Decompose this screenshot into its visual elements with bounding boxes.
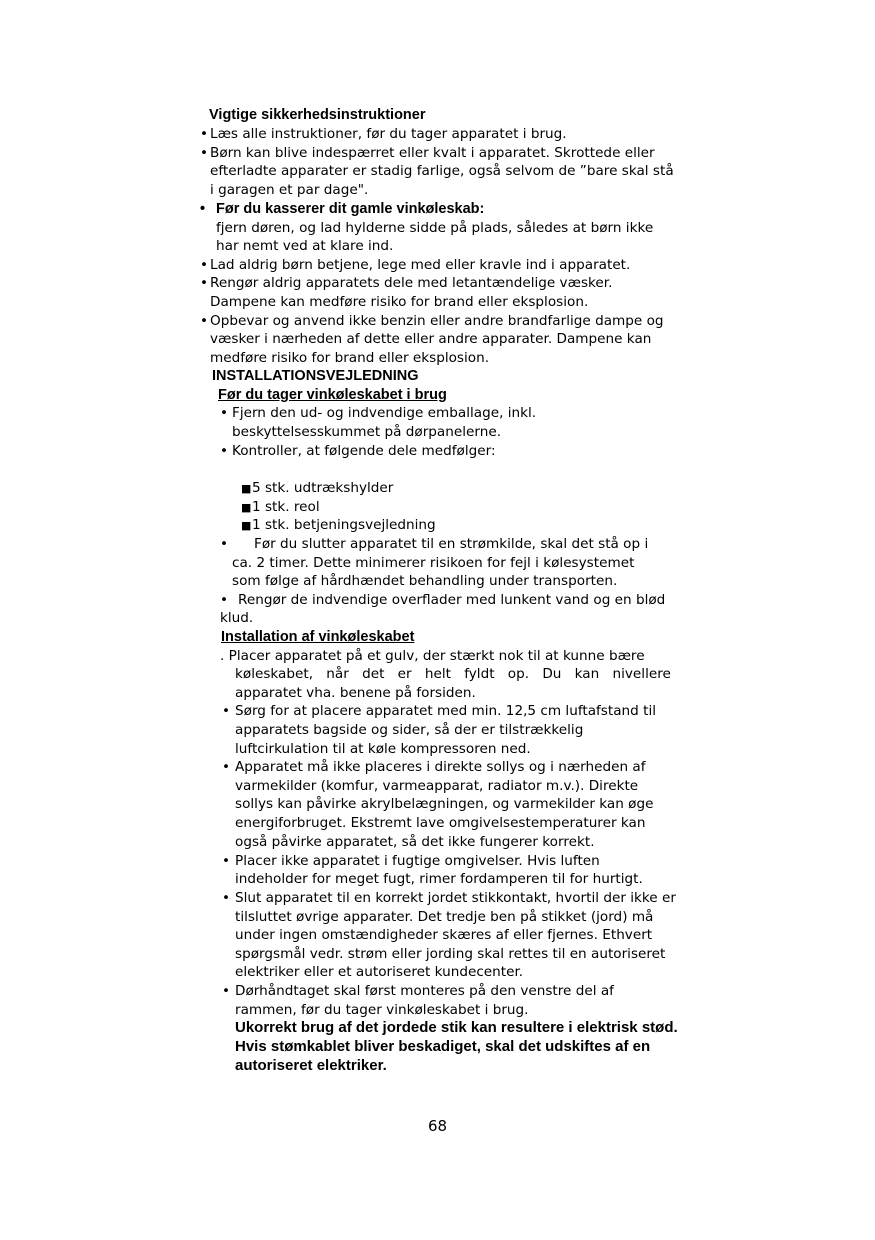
install-item-2-line-1: Sørg for at placere apparatet med min. 12,5 cm luftafstand til	[235, 703, 657, 719]
bullet: •	[200, 126, 209, 142]
install-item-1-line-1: . Placer apparatet på et gulv, der stærkt nok til at kunne bære	[220, 648, 645, 664]
safety-bullet-6-line-3: medføre risiko for brand eller eksplosion.	[210, 350, 490, 366]
install-item-3-line-2: varmekilder (komfur, varmeapparat, radiator m.v.). Direkte	[235, 778, 639, 794]
bullet: •	[222, 853, 231, 869]
install-item-1-line-2: køleskabet, når det er helt fyldt op. Du kan nivellere	[235, 666, 671, 682]
bullet: •	[200, 257, 209, 273]
install-item-2-line-2: apparatets bagside og sider, så der er tilstrækkelig	[235, 722, 584, 738]
before-use-heading: Før du tager vinkøleskabet i brug	[218, 387, 447, 403]
before-bullet-4-line-1: Rengør de indvendige overflader med lunkent vand og en blød	[238, 592, 666, 608]
bullet: •	[222, 983, 231, 999]
bullet: •	[220, 443, 229, 459]
bullet: •	[200, 145, 209, 161]
bullet: •	[200, 201, 206, 217]
safety-bullet-4: Lad aldrig børn betjene, lege med eller kravle ind i apparatet.	[210, 257, 631, 273]
install-item-5-line-2: tilsluttet øvrige apparater. Det tredje ben på stikket (jord) må	[235, 909, 654, 925]
install-item-3-line-3: sollys kan påvirke akrylbelægningen, og varmekilder kan øge	[235, 796, 654, 812]
before-bullet-3-line-1: Før du slutter apparatet til en strømkilde, skal det stå op i	[254, 536, 649, 552]
install-item-3-line-4: energiforbruget. Ekstremt lave omgivelsestemperaturer kan	[235, 815, 646, 831]
page-number: 68	[427, 1117, 448, 1135]
safety-bullet-3-line-1: fjern døren, og lad hylderne sidde på plads, således at børn ikke	[216, 220, 654, 236]
square-bullet: ■	[241, 482, 252, 495]
bullet: •	[200, 275, 209, 291]
install-item-4-line-2: indeholder for meget fugt, rimer fordamperen til for hurtigt.	[235, 871, 643, 887]
install-item-3-line-5: også påvirke apparatet, så det ikke fungerer korrekt.	[235, 834, 595, 850]
warning-line-2: Hvis stømkablet bliver beskadiget, skal det udskiftes af en	[235, 1038, 651, 1055]
bullet: •	[220, 536, 229, 552]
bullet: •	[220, 592, 229, 608]
install-item-6-line-1: Dørhåndtaget skal først monteres på den venstre del af	[235, 983, 614, 999]
part-item: 1 stk. reol	[252, 499, 320, 515]
square-bullet: ■	[241, 501, 252, 514]
square-bullet: ■	[241, 519, 252, 532]
before-bullet-3-line-3: som følge af hårdhændet behandling under transporten.	[232, 573, 618, 589]
safety-bullet-6-line-1: Opbevar og anvend ikke benzin eller andre brandfarlige dampe og	[210, 313, 664, 329]
safety-bullet-6-line-2: væsker i nærheden af dette eller andre apparater. Dampene kan	[210, 331, 652, 347]
before-bullet-1-line-1: Fjern den ud- og indvendige emballage, inkl.	[232, 405, 537, 421]
install-item-1-line-3: apparatet vha. benene på forsiden.	[235, 685, 476, 701]
safety-bullet-2-line-1: Børn kan blive indespærret eller kvalt i apparatet. Skrottede eller	[210, 145, 655, 161]
installation-heading: Installation af vinkøleskabet	[221, 629, 415, 645]
part-item: 5 stk. udtrækshylder	[252, 480, 394, 496]
bullet: •	[222, 703, 231, 719]
safety-bullet-3-heading: Før du kasserer dit gamle vinkøleskab:	[216, 201, 485, 217]
safety-bullet-3-line-2: har nemt ved at klare ind.	[216, 238, 394, 254]
warning-line-1: Ukorrekt brug af det jordede stik kan resultere i elektrisk stød.	[235, 1019, 678, 1036]
bullet: •	[222, 759, 231, 775]
safety-bullet-2-line-3: i garagen et par dage".	[210, 182, 369, 198]
install-item-3-line-1: Apparatet må ikke placeres i direkte sollys og i nærheden af	[235, 759, 646, 775]
install-item-5-line-4: spørgsmål vedr. strøm eller jording skal rettes til en autoriseret	[235, 946, 666, 962]
bullet: •	[200, 313, 209, 329]
install-item-6-line-2: rammen, før du tager vinkøleskabet i brug.	[235, 1002, 529, 1018]
before-bullet-4-line-2: klud.	[220, 610, 254, 626]
install-item-5-line-1: Slut apparatet til en korrekt jordet stikkontakt, hvortil der ikke er	[235, 890, 676, 906]
install-title: INSTALLATIONSVEJLEDNING	[212, 368, 419, 384]
install-item-5-line-3: under ingen omstændigheder skæres af eller fjernes. Ethvert	[235, 927, 653, 943]
warning-line-3: autoriseret elektriker.	[235, 1057, 387, 1074]
safety-bullet-1: Læs alle instruktioner, før du tager apparatet i brug.	[210, 126, 567, 142]
install-item-2-line-3: luftcirkulation til at køle kompressoren ned.	[235, 741, 531, 757]
bullet: •	[220, 405, 229, 421]
bullet: •	[222, 890, 231, 906]
safety-bullet-5-line-2: Dampene kan medføre risiko for brand eller eksplosion.	[210, 294, 589, 310]
part-item: 1 stk. betjeningsvejledning	[252, 517, 436, 533]
safety-title: Vigtige sikkerhedsinstruktioner	[209, 107, 426, 123]
install-item-5-line-5: elektriker eller et autoriseret kundecenter.	[235, 964, 524, 980]
install-item-4-line-1: Placer ikke apparatet i fugtige omgivelser. Hvis luften	[235, 853, 600, 869]
before-bullet-2: Kontroller, at følgende dele medfølger:	[232, 443, 496, 459]
safety-bullet-5-line-1: Rengør aldrig apparatets dele med letantændelige væsker.	[210, 275, 613, 291]
before-bullet-3-line-2: ca. 2 timer. Dette minimerer risikoen for fejl i kølesystemet	[232, 555, 635, 571]
safety-bullet-2-line-2: efterladte apparater er stadig farlige, også selvom de ”bare skal stå	[210, 163, 674, 179]
before-bullet-1-line-2: beskyttelsesskummet på dørpanelerne.	[232, 424, 502, 440]
